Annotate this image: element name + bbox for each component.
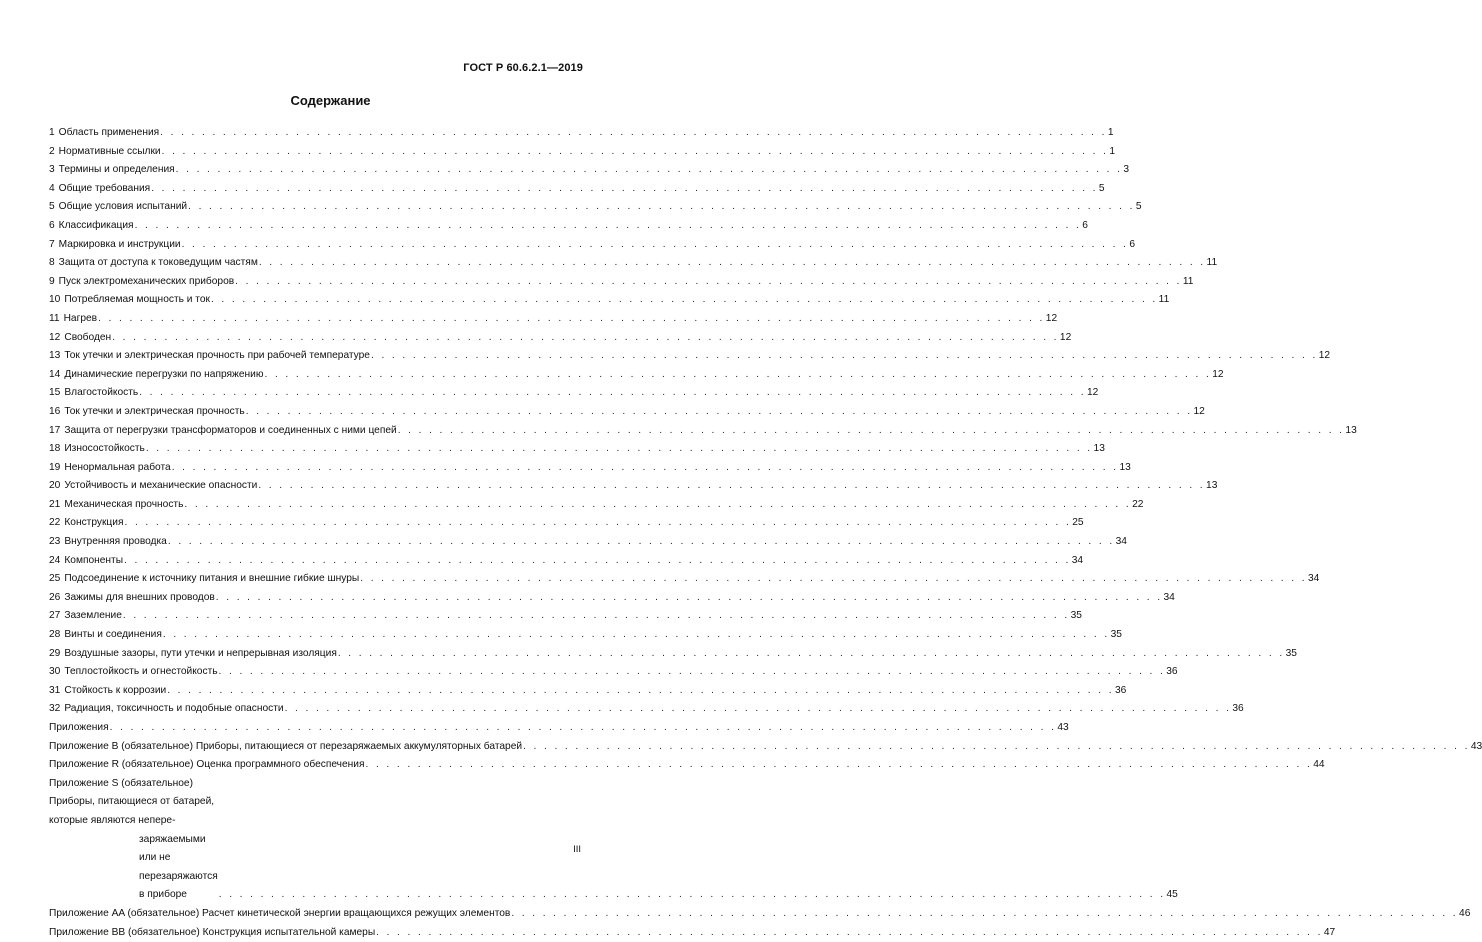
toc-entry[interactable] xyxy=(49,477,1218,496)
toc-leader-dots: . . . . . . . . . . . . . . . . . . . . . . . . . . . . . . . . . . . . . . . . . . . . . . . . . . . . . . . . . . . . . . . . . . . . . . . . . . . . . . . . . . . . . . . . . . . xyxy=(360,573,1307,585)
toc-entry-number: 22 xyxy=(49,517,61,529)
toc-leader-dots: . . . . . . . . . . . . . . . . . . . . . . . . . . . . . . . . . . . . . . . . . . . . . . . . . . . . . . . . . . . . . . . . . . . . . . . . . . . . . . . . . . . . . . . . . . . xyxy=(264,368,1212,380)
toc-entry-page: 13 xyxy=(1206,480,1218,492)
toc-entry[interactable] xyxy=(49,905,1471,924)
toc-entry-label: Маркировка и инструкции xyxy=(58,238,181,250)
toc-leader-dots: . . . . . . . . . . . . . . . . . . . . . . . . . . . . . . . . . . . . . . . . . . . . . . . . . . . . . . . . . . . . . . . . . . . . . . . . . . . . . . . . . . . . . . . . . . . xyxy=(181,238,1129,250)
toc-entry-label: Общие требования xyxy=(58,182,151,194)
toc-entry-label: Стойкость к коррозии xyxy=(64,684,167,696)
toc-entry-number: 26 xyxy=(49,591,61,603)
toc-entry-label: Радиация, токсичность и подобные опасности xyxy=(64,703,284,715)
toc-entry-page: 46 xyxy=(1459,907,1471,919)
toc-entry[interactable] xyxy=(49,143,1116,162)
toc-entry[interactable] xyxy=(49,514,1084,533)
toc-entry-label: Нормативные ссылки xyxy=(58,145,161,157)
toc-entry-label: Динамические перегрузки по напряжению xyxy=(64,368,264,380)
toc-entry-page: 1 xyxy=(1109,145,1116,157)
toc-leader-dots: . . . . . . . . . . . . . . . . . . . . . . . . . . . . . . . . . . . . . . . . . . . . . . . . . . . . . . . . . . . . . . . . . . . . . . . . . . . . . . . . . . . . . . . . . . . xyxy=(235,275,1182,287)
toc-entry-number: 6 xyxy=(49,219,55,231)
toc-entry-page: 12 xyxy=(1318,350,1331,362)
toc-leader-dots: . . . . . . . . . . . . . . . . . . . . . . . . . . . . . . . . . . . . . . . . . . . . . . . . . . . . . . . . . . . . . . . . . . . . . . . . . . . . . . . . . . . . . . . . . . . xyxy=(151,182,1098,194)
toc-leader-dots: . . . . . . . . . . . . . . . . . . . . . . . . . . . . . . . . . . . . . . . . . . . . . . . . . . . . . . . . . . . . . . . . . . . . . . . . . . . . . . . . . . . . . . . . . . . xyxy=(145,443,1093,455)
toc-entry[interactable] xyxy=(49,329,1072,348)
toc-leader-dots: . . . . . . . . . . . . . . . . . . . . . . . . . . . . . . . . . . . . . . . . . . . . . . . . . . . . . . . . . . . . . . . . . . . . . . . . . . . . . . . . . . . . . . . . . . . xyxy=(376,926,1323,938)
toc-entry-page: 12 xyxy=(1045,312,1058,324)
toc-entry-page: 35 xyxy=(1285,647,1297,659)
toc-entry[interactable] xyxy=(49,422,1357,441)
toc-entry-number: 32 xyxy=(49,703,61,715)
toc-entry-number: 23 xyxy=(49,536,61,548)
toc-entry-label: Термины и определения xyxy=(58,164,175,176)
toc-leader-dots: . . . . . . . . . . . . . . . . . . . . . . . . . . . . . . . . . . . . . . . . . . . . . . . . . . . . . . . . . . . . . . . . . . . . . . . . . . . . . . . . . . . . . . . . . . . xyxy=(124,554,1071,566)
toc-entry-label: Подсоединение к источнику питания и внешние гибкие шнуры xyxy=(64,573,360,585)
toc-entry[interactable] xyxy=(49,570,1320,589)
toc-entry-number: 21 xyxy=(49,498,61,510)
toc-entry-number: 11 xyxy=(49,312,60,324)
toc-entry-label: Защита от перегрузки трансформаторов и соединенных с ними цепей xyxy=(64,424,397,436)
page-title: Содержание xyxy=(290,93,371,108)
toc-entry-number: 9 xyxy=(49,275,55,287)
toc-entry-number: 31 xyxy=(49,684,61,696)
toc-entry-page: 5 xyxy=(1098,182,1105,194)
toc-entry[interactable] xyxy=(49,273,1194,292)
toc-leader-dots: . . . . . . . . . . . . . . . . . . . . . . . . . . . . . . . . . . . . . . . . . . . . . . . . . . . . . . . . . . . . . . . . . . . . . . . . . . . . . . . . . . . . . . . . . . . xyxy=(218,666,1166,678)
toc-entry-label: Зажимы для внешних проводов xyxy=(64,591,215,603)
toc-entry-number: 30 xyxy=(49,666,61,678)
toc-entry[interactable] xyxy=(49,663,1178,682)
toc-leader-dots: . . . . . . . . . . . . . . . . . . . . . . . . . . . . . . . . . . . . . . . . . . . . . . . . . . . . . . . . . . . . . . . . . . . . . . . . . . . . . . . . . . . . . . . . . . . xyxy=(511,907,1459,919)
toc-entry-label: Область применения xyxy=(58,127,160,138)
toc-entry[interactable] xyxy=(49,645,1297,664)
toc-entry-page: 34 xyxy=(1163,591,1175,603)
toc-entry[interactable] xyxy=(49,236,1135,255)
toc-entry-number: 14 xyxy=(49,368,61,380)
toc-entry-number: 20 xyxy=(49,480,61,492)
toc-entry-page: 36 xyxy=(1166,666,1178,678)
toc-entry[interactable] xyxy=(49,924,1336,942)
toc-entry[interactable] xyxy=(49,124,1114,143)
toc-entry[interactable] xyxy=(49,217,1088,236)
toc-entry-label: Винты и соединения xyxy=(64,629,162,641)
toc-entry-label: Устойчивость и механические опасности xyxy=(64,480,258,492)
toc-entry-label: Конструкция xyxy=(64,517,124,529)
toc-leader-dots: . . . . . . . . . . . . . . . . . . . . . . . . . . . . . . . . . . . . . . . . . . . . . . . . . . . . . . . . . . . . . . . . . . . . . . . . . . . . . . . . . . . . . . . . . . . xyxy=(122,610,1070,622)
document-header: ГОСТ Р 60.6.2.1—2019 xyxy=(463,62,583,74)
toc-entry-label: Приложение S (обязательное) Приборы, питающиеся от батарей, которые являются непере- xyxy=(49,777,215,826)
toc-entry-number: 2 xyxy=(49,145,55,157)
toc-entry[interactable] xyxy=(49,626,1122,645)
toc-entry-number: 28 xyxy=(49,629,61,641)
toc-entry-label: Ток утечки и электрическая прочность при рабочей температуре xyxy=(64,350,370,362)
toc-entry-page: 36 xyxy=(1232,703,1244,715)
toc-entry-label: Общие условия испытаний xyxy=(58,201,188,213)
toc-entry-label: Приложение BB (обязательное) Конструкция испытательной камеры xyxy=(49,926,376,938)
toc-entry-page: 35 xyxy=(1070,610,1082,622)
toc-entry-label: Заземление xyxy=(64,610,122,622)
toc-entry-page: 47 xyxy=(1323,926,1336,938)
toc-leader-dots: . . . . . . . . . . . . . . . . . . . . . . . . . . . . . . . . . . . . . . . . . . . . . . . . . . . . . . . . . . . . . . . . . . . . . . . . . . . . . . . . . . . . . . . . . . . xyxy=(175,164,1123,176)
toc-entry[interactable] xyxy=(49,756,1325,775)
toc-entry-page: 13 xyxy=(1119,461,1131,473)
toc-entry[interactable] xyxy=(49,291,1170,310)
toc-entry-page: 1 xyxy=(1107,127,1114,138)
toc-entry[interactable] xyxy=(49,384,1099,403)
toc-entry-number: 1 xyxy=(49,127,55,138)
toc-entry-page: 45 xyxy=(1166,889,1178,901)
toc-entry-page: 6 xyxy=(1129,238,1135,250)
toc-leader-dots: . . . . . . . . . . . . . . . . . . . . . . . . . . . . . . . . . . . . . . . . . . . . . . . . . . . . . . . . . . . . . . . . . . . . . . . . . . . . . . . . . . . . . . . . . . . xyxy=(365,759,1313,771)
toc-entry-label: Нагрев xyxy=(63,312,98,324)
toc-entry-number: 10 xyxy=(49,294,61,306)
toc-leader-dots: . . . . . . . . . . . . . . . . . . . . . . . . . . . . . . . . . . . . . . . . . . . . . . . . . . . . . . . . . . . . . . . . . . . . . . . . . . . . . . . . . . . . . . . . . . . xyxy=(215,591,1163,603)
toc-entry-number: 8 xyxy=(49,257,55,269)
toc-leader-dots: . . . . . . . . . . . . . . . . . . . . . . . . . . . . . . . . . . . . . . . . . . . . . . . . . . . . . . . . . . . . . . . . . . . . . . . . . . . . . . . . . . . . . . . . . . . xyxy=(112,331,1059,343)
toc-entry-page: 22 xyxy=(1132,498,1144,510)
toc-entry-page: 34 xyxy=(1307,573,1320,585)
toc-entry[interactable] xyxy=(49,161,1130,180)
toc-entry[interactable] xyxy=(49,254,1218,273)
toc-leader-dots: . . . . . . . . . . . . . . . . . . . . . . . . . . . . . . . . . . . . . . . . . . . . . . . . . . . . . . . . . . . . . . . . . . . . . . . . . . . . . . . . . . . . . . . . . . . xyxy=(188,201,1135,213)
toc-leader-dots: . . . . . . . . . . . . . . . . . . . . . . . . . . . . . . . . . . . . . . . . . . . . . . . . . . . . . . . . . . . . . . . . . . . . . . . . . . . . . . . . . . . . . . . . . . . xyxy=(184,498,1132,510)
toc-entry-number: 24 xyxy=(49,554,61,566)
toc-entry-number: 15 xyxy=(49,387,61,399)
toc-leader-dots: . . . . . . . . . . . . . . . . . . . . . . . . . . . . . . . . . . . . . . . . . . . . . . . . . . . . . . . . . . . . . . . . . . . . . . . . . . . . . . . . . . . . . . . . . . . xyxy=(167,536,1115,548)
toc-entry-label: Приложения xyxy=(49,722,109,733)
toc-entry-label: Воздушные зазоры, пути утечки и непрерывная изоляция xyxy=(64,647,337,659)
toc-leader-dots: . . . . . . . . . . . . . . . . . . . . . . . . . . . . . . . . . . . . . . . . . . . . . . . . . . . . . . . . . . . . . . . . . . . . . . . . . . . . . . . . . . . . . . . . . . . xyxy=(161,145,1109,157)
toc-entry[interactable] xyxy=(49,533,1127,552)
toc-entry-number: 29 xyxy=(49,647,61,659)
toc-entry-number: 3 xyxy=(49,164,55,176)
toc-entry-label: Пуск электромеханических приборов xyxy=(58,275,235,287)
toc-entry[interactable] xyxy=(49,310,1058,329)
toc-entry-label: Ток утечки и электрическая прочность xyxy=(64,405,245,417)
toc-entry[interactable] xyxy=(49,459,1131,478)
toc-entry-page: 13 xyxy=(1345,424,1357,436)
toc-leader-dots: . . . . . . . . . . . . . . . . . . . . . . . . . . . . . . . . . . . . . . . . . . . . . . . . . . . . . . . . . . . . . . . . . . . . . . . . . . . . . . . . . . . . . . . . . . . xyxy=(162,629,1110,641)
toc-entry-label-continuation: заряжаемыми или не перезаряжаются в приборе xyxy=(139,833,218,901)
toc-entry[interactable] xyxy=(49,738,1482,757)
toc-entry-page: 43 xyxy=(1470,740,1482,752)
toc-leader-dots: . . . . . . . . . . . . . . . . . . . . . . . . . . . . . . . . . . . . . . . . . . . . . . . . . . . . . . . . . . . . . . . . . . . . . . . . . . . . . . . . . . . . . . . . . . . xyxy=(134,219,1082,231)
toc-leader-dots: . . . . . . . . . . . . . . . . . . . . . . . . . . . . . . . . . . . . . . . . . . . . . . . . . . . . . . . . . . . . . . . . . . . . . . . . . . . . . . . . . . . . . . . . . . . xyxy=(139,387,1086,399)
toc-entry-number: 27 xyxy=(49,610,61,622)
toc-entry-page: 34 xyxy=(1115,536,1127,548)
toc-entry-label: Влагостойкость xyxy=(64,387,139,399)
toc-entry-label: Компоненты xyxy=(64,554,124,566)
toc-entry-page: 5 xyxy=(1135,201,1142,213)
toc-entry[interactable] xyxy=(49,700,1244,719)
toc-entry-label: Теплостойкость и огнестойкость xyxy=(64,666,218,678)
toc-entry-number: 18 xyxy=(49,443,61,455)
toc-entry[interactable] xyxy=(49,589,1175,608)
toc-entry-label: Приложение AA (обязательное) Расчет кинетической энергии вращающихся режущих элементов xyxy=(49,907,511,919)
toc-entry-page: 35 xyxy=(1110,629,1122,641)
toc-leader-dots: . . . . . . . . . . . . . . . . . . . . . . . . . . . . . . . . . . . . . . . . . . . . . . . . . . . . . . . . . . . . . . . . . . . . . . . . . . . . . . . . . . . . . . . . . . . xyxy=(258,480,1206,492)
toc-entry-page: 25 xyxy=(1072,517,1084,529)
toc-entry-page: 11 xyxy=(1206,257,1218,269)
toc-leader-dots: . . . . . . . . . . . . . . . . . . . . . . . . . . . . . . . . . . . . . . . . . . . . . . . . . . . . . . . . . . . . . . . . . . . . . . . . . . . . . . . . . . . . . . . . . . . xyxy=(218,889,1166,901)
toc-entry-label: Классификация xyxy=(58,219,134,231)
toc-entry[interactable] xyxy=(49,198,1142,217)
toc-entry[interactable] xyxy=(49,347,1331,366)
toc-entry-page: 44 xyxy=(1313,759,1325,771)
toc-entry-page: 12 xyxy=(1212,368,1224,380)
toc-leader-dots: . . . . . . . . . . . . . . . . . . . . . . . . . . . . . . . . . . . . . . . . . . . . . . . . . . . . . . . . . . . . . . . . . . . . . . . . . . . . . . . . . . . . . . . . . . . xyxy=(245,405,1193,417)
toc-entry-number: 5 xyxy=(49,201,55,213)
toc-entry[interactable] xyxy=(49,719,1069,738)
toc-entry-label: Потребляемая мощность и ток xyxy=(64,294,210,306)
toc-entry-page: 12 xyxy=(1086,387,1099,399)
toc-entry-label: Свободен xyxy=(64,331,112,343)
toc-entry-label: Приложение R (обязательное) Оценка программного обеспечения xyxy=(49,759,365,771)
toc-entry-number: 4 xyxy=(49,182,55,194)
toc-entry[interactable] xyxy=(49,552,1084,571)
toc-leader-dots: . . . . . . . . . . . . . . . . . . . . . . . . . . . . . . . . . . . . . . . . . . . . . . . . . . . . . . . . . . . . . . . . . . . . . . . . . . . . . . . . . . . . . . . . . . . xyxy=(210,294,1158,306)
toc-entry-page: 43 xyxy=(1057,722,1069,733)
toc-entry[interactable] xyxy=(49,682,1127,701)
toc-leader-dots: . . . . . . . . . . . . . . . . . . . . . . . . . . . . . . . . . . . . . . . . . . . . . . . . . . . . . . . . . . . . . . . . . . . . . . . . . . . . . . . . . . . . . . . . . . . xyxy=(171,461,1119,473)
toc-entry-page: 34 xyxy=(1071,554,1084,566)
toc-entry-page: 13 xyxy=(1093,443,1105,455)
toc-entry-page: 36 xyxy=(1114,684,1127,696)
toc-leader-dots: . . . . . . . . . . . . . . . . . . . . . . . . . . . . . . . . . . . . . . . . . . . . . . . . . . . . . . . . . . . . . . . . . . . . . . . . . . . . . . . . . . . . . . . . . . . xyxy=(397,424,1345,436)
toc-entry[interactable] xyxy=(49,403,1205,422)
toc-entry-page: 12 xyxy=(1059,331,1072,343)
toc-entry-label: Защита от доступа к токоведущим частям xyxy=(58,257,258,269)
toc-entry-label: Механическая прочность xyxy=(64,498,184,510)
toc-entry-number: 12 xyxy=(49,331,61,343)
toc-entry-label: Износостойкость xyxy=(64,443,145,455)
toc-entry[interactable] xyxy=(49,440,1105,459)
toc-entry[interactable] xyxy=(49,775,1178,905)
toc-entry-number: 17 xyxy=(49,424,61,436)
toc-leader-dots: . . . . . . . . . . . . . . . . . . . . . . . . . . . . . . . . . . . . . . . . . . . . . . . . . . . . . . . . . . . . . . . . . . . . . . . . . . . . . . . . . . . . . . . . . . . xyxy=(109,722,1057,733)
toc-entry-label: Ненормальная работа xyxy=(64,461,171,473)
toc-leader-dots: . . . . . . . . . . . . . . . . . . . . . . . . . . . . . . . . . . . . . . . . . . . . . . . . . . . . . . . . . . . . . . . . . . . . . . . . . . . . . . . . . . . . . . . . . . . xyxy=(337,647,1285,659)
toc-entry[interactable] xyxy=(49,607,1082,626)
toc-entry-page: 3 xyxy=(1123,164,1130,176)
toc-leader-dots: . . . . . . . . . . . . . . . . . . . . . . . . . . . . . . . . . . . . . . . . . . . . . . . . . . . . . . . . . . . . . . . . . . . . . . . . . . . . . . . . . . . . . . . . . . . xyxy=(160,127,1107,138)
toc-entry[interactable] xyxy=(49,366,1224,385)
toc-entry[interactable] xyxy=(49,180,1105,199)
toc-entry-page: 11 xyxy=(1158,294,1170,306)
toc-entry-number: 16 xyxy=(49,405,61,417)
toc-entry-page: 6 xyxy=(1082,219,1088,231)
toc-leader-dots: . . . . . . . . . . . . . . . . . . . . . . . . . . . . . . . . . . . . . . . . . . . . . . . . . . . . . . . . . . . . . . . . . . . . . . . . . . . . . . . . . . . . . . . . . . . xyxy=(258,257,1206,269)
toc-entry-number: 25 xyxy=(49,573,61,585)
toc-leader-dots: . . . . . . . . . . . . . . . . . . . . . . . . . . . . . . . . . . . . . . . . . . . . . . . . . . . . . . . . . . . . . . . . . . . . . . . . . . . . . . . . . . . . . . . . . . . xyxy=(370,350,1318,362)
toc-entry-page: 11 xyxy=(1182,275,1194,287)
toc-leader-dots: . . . . . . . . . . . . . . . . . . . . . . . . . . . . . . . . . . . . . . . . . . . . . . . . . . . . . . . . . . . . . . . . . . . . . . . . . . . . . . . . . . . . . . . . . . . xyxy=(284,703,1232,715)
toc-entry-label: Приложение B (обязательное) Приборы, питающиеся от перезаряжаемых аккумуляторных батарей xyxy=(49,740,523,752)
toc-entry-page: 12 xyxy=(1193,405,1205,417)
toc-leader-dots: . . . . . . . . . . . . . . . . . . . . . . . . . . . . . . . . . . . . . . . . . . . . . . . . . . . . . . . . . . . . . . . . . . . . . . . . . . . . . . . . . . . . . . . . . . . xyxy=(523,740,1470,752)
table-of-contents xyxy=(49,124,1482,942)
toc-entry[interactable] xyxy=(49,496,1144,515)
toc-entry-label: Внутренняя проводка xyxy=(64,536,167,548)
toc-leader-dots: . . . . . . . . . . . . . . . . . . . . . . . . . . . . . . . . . . . . . . . . . . . . . . . . . . . . . . . . . . . . . . . . . . . . . . . . . . . . . . . . . . . . . . . . . . . xyxy=(98,312,1045,324)
toc-entry-number: 13 xyxy=(49,350,61,362)
toc-entry-number: 19 xyxy=(49,461,61,473)
toc-entry-number: 7 xyxy=(49,238,55,250)
toc-leader-dots: . . . . . . . . . . . . . . . . . . . . . . . . . . . . . . . . . . . . . . . . . . . . . . . . . . . . . . . . . . . . . . . . . . . . . . . . . . . . . . . . . . . . . . . . . . . xyxy=(124,517,1072,529)
page-number: III xyxy=(573,844,581,855)
toc-leader-dots: . . . . . . . . . . . . . . . . . . . . . . . . . . . . . . . . . . . . . . . . . . . . . . . . . . . . . . . . . . . . . . . . . . . . . . . . . . . . . . . . . . . . . . . . . . . xyxy=(167,684,1114,696)
